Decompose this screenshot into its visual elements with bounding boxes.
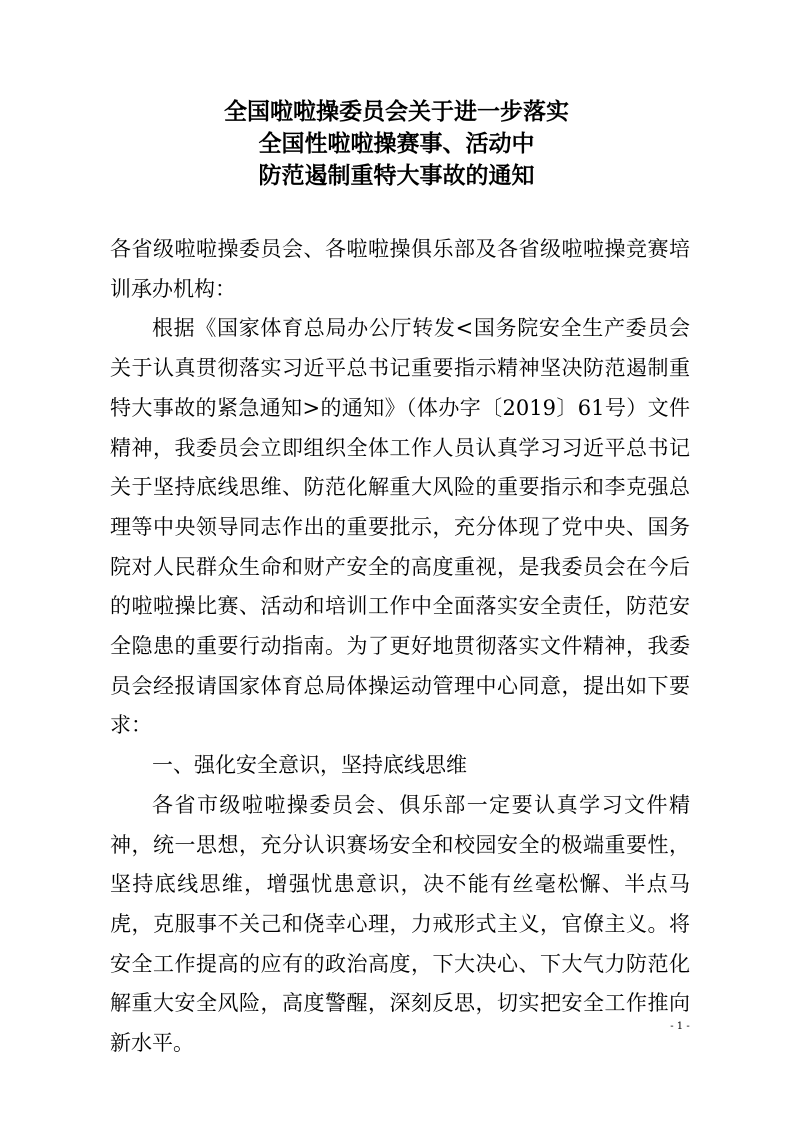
page-number: - 1 - bbox=[670, 1021, 690, 1032]
salutation: 各省级啦啦操委员会、各啦啦操俱乐部及各省级啦啦操竞赛培训承办机构： bbox=[110, 237, 690, 301]
title-line-1: 全国啦啦操委员会关于进一步落实 bbox=[224, 98, 569, 125]
document-title bbox=[0, 96, 793, 192]
title-line-2: 全国性啦啦操赛事、活动中 bbox=[258, 130, 535, 157]
paragraph-basis: 根据《国家体育总局办公厅转发<国务院安全生产委员会关于认真贯彻落实习近平总书记重要指示精神坚决防范遏制重特大事故的紧急通知>的通知》（体办字〔2019〕61号）文件精神，我委员会立即组织全体工作人员认真学习习近平总书记关于坚持底线思维、防范化解重大风险的重要指示和李克强总理等中央领导同志作出的重要批示，充分体现了党中央、国务院对人民群众生命和财产安全的高度重视，是我委员会在今后的啦啦操比赛、活动和培训工作中全面落实安全责任，防范安全隐患的重要行动指南。为了更好地贯彻落实文件精神，我委员会经报请国家体育总局体操运动管理中心同意，提出如下要求： bbox=[110, 316, 690, 738]
document-body bbox=[110, 230, 690, 1064]
title-line-3: 防范遏制重特大事故的通知 bbox=[258, 162, 535, 189]
section-heading-1: 一、强化安全意识，坚持底线思维 bbox=[152, 753, 467, 778]
paragraph-section-1: 各省市级啦啦操委员会、俱乐部一定要认真学习文件精神，统一思想，充分认识赛场安全和校园安全的极端重要性，坚持底线思维，增强忧患意识，决不能有丝毫松懈、半点马虎，克服事不关己和侥幸心理，力戒形式主义，官僚主义。将安全工作提高的应有的政治高度，下大决心、下大气力防范化解重大安全风险，高度警醒，深刻反思，切实把安全工作推向新水平。 bbox=[110, 792, 690, 1056]
